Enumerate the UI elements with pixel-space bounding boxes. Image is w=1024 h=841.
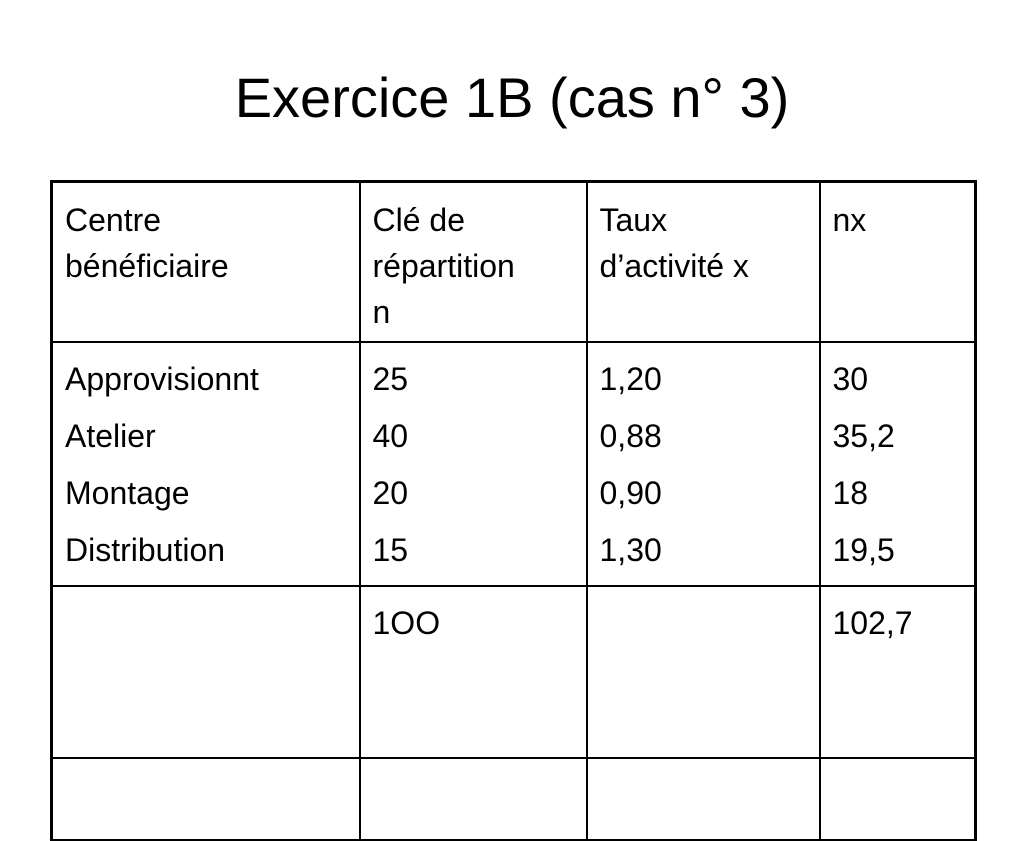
table-row-totals	[52, 586, 976, 758]
nx-value: 19,5	[832, 532, 895, 568]
taux-value: 1,20	[599, 361, 662, 397]
total-nx-cell: 102,7	[820, 586, 976, 758]
cell-taux-list	[587, 342, 820, 586]
cell-nx-list	[820, 342, 976, 586]
header-cle-line-3: n	[372, 294, 391, 330]
header-cell-cle	[360, 182, 587, 343]
centre-name: Montage	[65, 475, 190, 511]
empty-cell	[52, 758, 360, 840]
taux-value: 1,30	[599, 532, 662, 568]
nx-value: 35,2	[832, 418, 895, 454]
empty-cell	[820, 758, 976, 840]
empty-cell	[587, 758, 820, 840]
nx-value: 18	[832, 475, 869, 511]
header-cell-centre	[52, 182, 360, 343]
header-cle-line-1: Clé de	[372, 202, 465, 238]
nx-value: 30	[832, 361, 869, 397]
header-cell-nx	[820, 182, 976, 343]
taux-value: 0,90	[599, 475, 662, 511]
header-centre-line-1: Centre	[65, 202, 162, 238]
table-row-empty	[52, 758, 976, 840]
table-row-centres	[52, 342, 976, 586]
taux-value: 0,88	[599, 418, 662, 454]
total-cle-cell: 1OO	[360, 586, 587, 758]
cell-cles-list	[360, 342, 587, 586]
cle-value: 20	[372, 475, 409, 511]
cle-value: 40	[372, 418, 409, 454]
centre-name: Approvisionnt	[65, 361, 259, 397]
cle-value: 25	[372, 361, 409, 397]
header-centre-line-2: bénéficiaire	[65, 248, 229, 284]
header-taux-line-2: d’activité x	[599, 248, 749, 284]
total-centre-cell	[52, 586, 360, 758]
header-taux-line-1: Taux	[599, 202, 668, 238]
header-nx-line-1: nx	[832, 202, 867, 238]
empty-cell	[360, 758, 587, 840]
centre-name: Distribution	[65, 532, 226, 568]
header-cell-taux	[587, 182, 820, 343]
total-taux-cell	[587, 586, 820, 758]
centre-name: Atelier	[65, 418, 156, 454]
repartition-table	[50, 180, 977, 841]
cle-value: 15	[372, 532, 409, 568]
slide-title: Exercice 1B (cas n° 3)	[234, 66, 790, 129]
cell-centres-list	[52, 342, 360, 586]
table-header-row	[52, 182, 976, 343]
header-cle-line-2: répartition	[372, 248, 515, 284]
